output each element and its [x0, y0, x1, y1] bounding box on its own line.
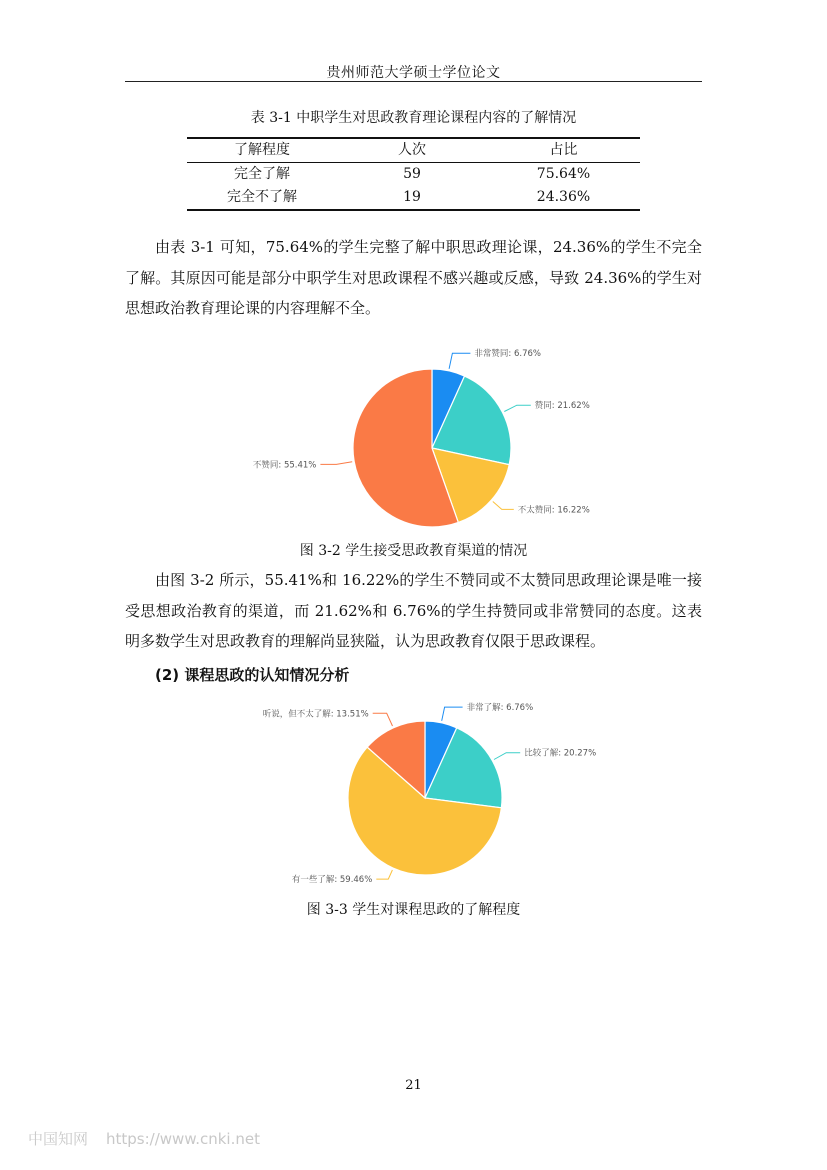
- paragraph-1: 由表 3-1 可知，75.64%的学生完整了解中职思政理论课，24.36%的学生不完全了解。其原因可能是部分中职学生对思政课程不感兴趣或反感，导致 24.36%的学生对思想政治教育理论课的内容理解不全。: [125, 238, 702, 317]
- table-cell: 19: [403, 189, 421, 205]
- leader-line: [494, 753, 520, 760]
- watermark-url: https://www.cnki.net: [106, 1130, 260, 1148]
- column-header: 人次: [398, 142, 426, 158]
- table-caption: 表 3-1 中职学生对思政教育理论课程内容的了解情况: [250, 110, 577, 126]
- column-header: 占比: [549, 142, 578, 158]
- leader-line: [320, 462, 352, 465]
- table-cell: 完全不了解: [227, 189, 297, 205]
- table-row: [187, 163, 640, 187]
- column-header: 了解程度: [234, 142, 290, 158]
- watermark-brand: 中国知网: [28, 1130, 89, 1148]
- figure-caption-3-2: 图 3-2 学生接受思政教育渠道的情况: [299, 543, 528, 559]
- data-table: [187, 137, 640, 211]
- watermark: [28, 1128, 260, 1149]
- pie-chart-channels: [230, 338, 610, 532]
- pie-chart-awareness: [230, 690, 610, 896]
- table-header-row: [187, 138, 640, 163]
- leader-line: [493, 502, 514, 510]
- leader-line: [442, 707, 463, 721]
- slice-label: 有一些了解: 59.46%: [291, 875, 373, 886]
- table-row: [187, 186, 640, 210]
- table-cell: 完全了解: [234, 166, 290, 182]
- leader-line: [376, 870, 392, 879]
- leader-line: [504, 405, 531, 411]
- slice-label: 比较了解: 20.27%: [524, 748, 597, 759]
- figure-caption-3-3: 图 3-3 学生对课程思政的了解程度: [306, 902, 521, 918]
- slice-label: 不太赞同: 16.22%: [517, 505, 590, 516]
- table-cell: 75.64%: [536, 166, 591, 182]
- page-number: 21: [405, 1078, 422, 1093]
- paragraph-2: 由图 3-2 所示，55.41%和 16.22%的学生不赞同或不太赞同思政理论课是唯一接受思想政治教育的渠道，而 21.62%和 6.76%的学生持赞同或非常赞同的态度。这表明多数学生对思政教育的理解尚显狭隘，认为思政教育仅限于思政课程。: [125, 571, 702, 650]
- slice-label: 非常了解: 6.76%: [466, 703, 534, 714]
- table-cell: 59: [403, 166, 421, 182]
- running-header: 贵州师范大学硕士学位论文: [326, 65, 501, 81]
- slice-label: 不赞同: 55.41%: [252, 460, 317, 471]
- leader-line: [449, 353, 470, 369]
- table-cell: 24.36%: [536, 189, 591, 205]
- slice-label: 赞同: 21.62%: [534, 401, 590, 412]
- slice-label: 非常赞同: 6.76%: [474, 349, 541, 360]
- leader-line: [373, 713, 393, 726]
- slice-label: 听说，但不太了解: 13.51%: [262, 709, 369, 720]
- header-rule: [125, 81, 702, 82]
- section-heading: (2) 课程思政的认知情况分析: [155, 666, 350, 684]
